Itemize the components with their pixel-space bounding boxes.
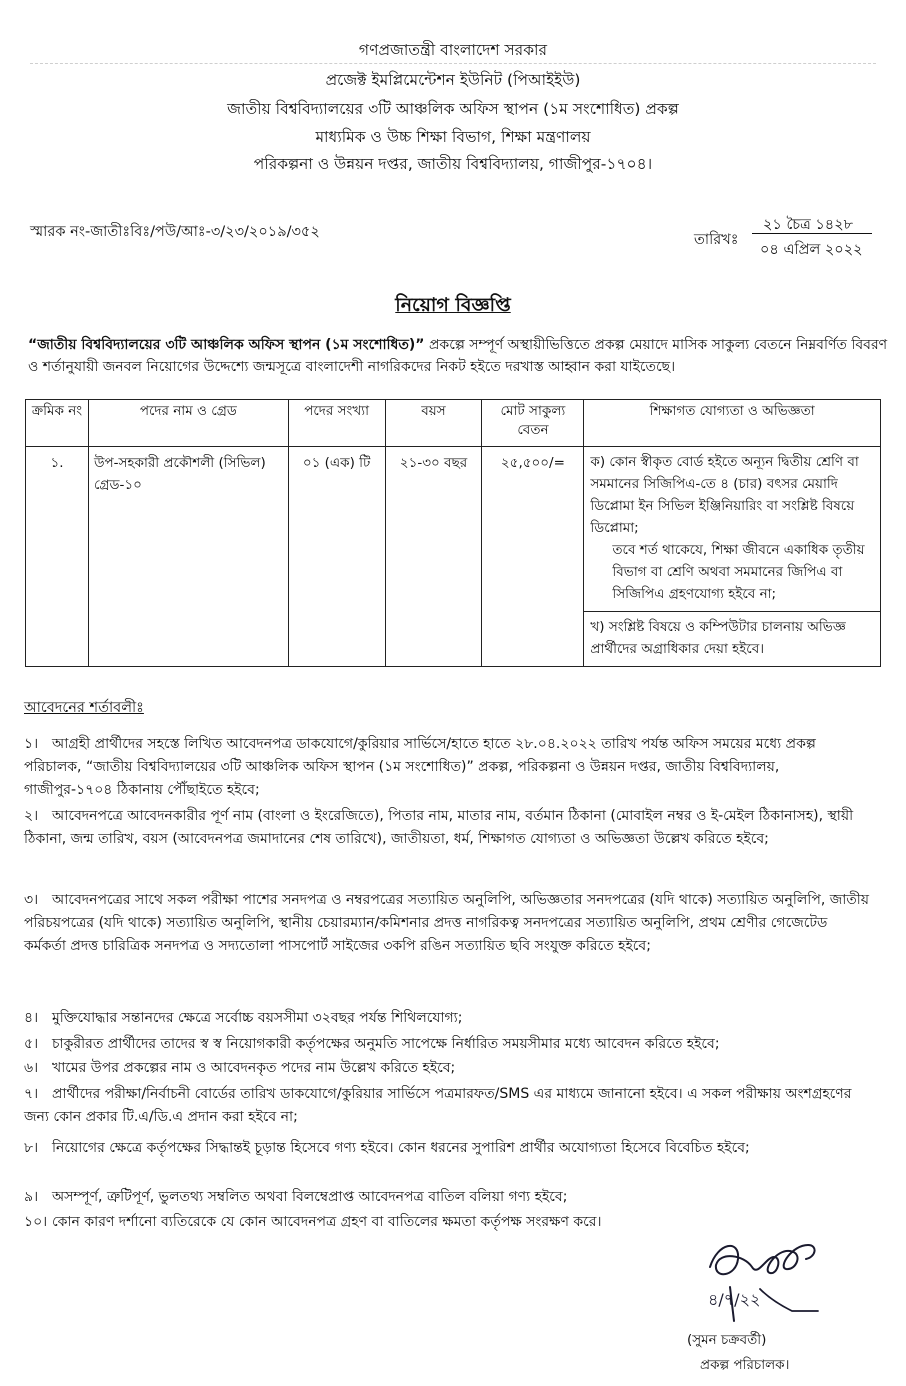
header-project: জাতীয় বিশ্ববিদ্যালয়ের ৩টি আঞ্চলিক অফিস স্থাপন (১ম সংশোধিত) প্রকল্প [227, 100, 679, 118]
condition-item [24, 1137, 870, 1160]
condition-text: খামের উপর প্রকল্পের নাম ও আবেদনকৃত পদের নাম উল্লেখ করিতে হইবে; [52, 1060, 456, 1076]
condition-text: আবেদনপত্রের সাথে সকল পরীক্ষা পাশের সনদপত্র ও নম্বরপত্রের সত্যায়িত অনুলিপি, অভিজ্ঞতার সনদপত্রের (যদি থাকে) সত্যায়িত অনুলিপি, জাতীয় পরিচয়পত্রের (যদি থাকে) সত্যায়িত অনুলিপি, স্থানীয় চেয়ারম্যান/কমিশনার প্রদত্ত নাগরিকত্ব সনদপত্রের সত্যায়িত অনুলিপি, প্রথম শ্রেণীর গেজেটেড কর্মকর্তা প্রদত্ত চারিত্রিক সনদপত্র ও সদ্যতোলা পাসপোর্ট সাইজের ৩কপি রঙিন সত্যায়িত ছবি সংযুক্ত করিতে হইবে; [24, 892, 870, 954]
vacancy-table [25, 399, 881, 667]
table-row [26, 447, 881, 667]
condition-number: ২। [24, 808, 39, 824]
condition-item [24, 889, 870, 958]
condition-number: ৬। [24, 1060, 39, 1076]
date-gregorian: ০৪ এপ্রিল ২০২২ [760, 242, 863, 258]
cell-post [88, 447, 288, 667]
qualification-b: খ) সংশ্লিষ্ট বিষয়ে ও কম্পিউটার চালনায় অভিজ্ঞ প্রার্থীদের অগ্রাধিকার দেয়া হইবে। [590, 619, 846, 657]
cell-salary: ২৫,৫০০/= [482, 447, 584, 667]
post-name: উপ-সহকারী প্রকৌশলী (সিভিল) [93, 455, 266, 471]
signatory-name: (সুমন চক্রবর্তী) [687, 1332, 767, 1348]
condition-item [24, 733, 870, 802]
condition-number: ৭। [24, 1086, 39, 1102]
intro-paragraph [28, 334, 888, 378]
condition-text: কোন কারণ দর্শানো ব্যতিরেকে যে কোন আবেদনপত্র গ্রহণ বা বাতিলের ক্ষমতা কর্তৃপক্ষ সংরক্ষণ করে। [52, 1214, 602, 1230]
condition-text: আগ্রহী প্রার্থীদের সহস্তে লিখিত আবেদনপত্র ডাকযোগে/কুরিয়ার সার্ভিসে/হাতে হাতে ২৮.০৪.২০২২ তারিখ পর্যন্ত অফিস সময়ের মধ্যে প্রকল্প পরিচালক, “জাতীয় বিশ্ববিদ্যালয়ের ৩টি আঞ্চলিক অফিস স্থাপন (১ম সংশোধিত)” প্রকল্প, পরিকল্পনা ও উন্নয়ন দপ্তর, জাতীয় বিশ্ববিদ্যালয়, গাজীপুর-১৭০৪ ঠিকানায় পৌঁছাইতে হইবে; [24, 736, 816, 798]
condition-text: মুক্তিযোদ্ধার সন্তানদের ক্ষেত্রে সর্বোচ্চ বয়সসীমা ৩২বছর পর্যন্ত শিথিলযোগ্য; [52, 1010, 463, 1026]
date-label: তারিখঃ [694, 232, 739, 248]
condition-number: ৫। [24, 1036, 39, 1052]
header-unit: প্রজেক্ট ইমপ্লিমেন্টেশন ইউনিট (পিআইইউ) [325, 71, 581, 89]
condition-text: চাকুরীরত প্রার্থীদের তাদের স্ব স্ব নিয়োগকারী কর্তৃপক্ষের অনুমতি সাপেক্ষে নির্ধারিত সময়সীমার মধ্যে আবেদন করিতে হইবে; [52, 1036, 720, 1052]
condition-text: অসম্পূর্ণ, ত্রুটিপূর্ণ, ভুলতথ্য সম্বলিত অথবা বিলম্বেপ্রাপ্ত আবেদনপত্র বাতিল বলিয়া গণ্য হইবে; [52, 1189, 568, 1205]
table-header-row [26, 400, 881, 447]
header-serial: ক্রমিক নং [26, 400, 89, 447]
date-divider [752, 233, 872, 234]
header-count: পদের সংখ্যা [288, 400, 385, 447]
qualification-a-note: তবে শর্ত থাকেযে, শিক্ষা জীবনে একাধিক তৃতীয় বিভাগ বা শ্রেণি অথবা সমমানের জিপিএ বা সিজিপিএ গ্রহণযোগ্য হইবে না; [612, 542, 865, 602]
header-age: বয়স [385, 400, 482, 447]
header-govt: গণপ্রজাতন্ত্রী বাংলাদেশ সরকার [358, 41, 548, 59]
condition-text: নিয়োগের ক্ষেত্রে কর্তৃপক্ষের সিদ্ধান্তই চূড়ান্ত হিসেবে গণ্য হইবে। কোন ধরনের সুপারিশ প্রার্থীর অযোগ্যতা হিসেবে বিবেচিত হইবে; [52, 1140, 750, 1156]
signature-scribble [700, 1227, 830, 1327]
header-salary: মোট সাকুল্য বেতন [482, 400, 584, 447]
conditions-heading: আবেদনের শর্তাবলীঃ [24, 700, 144, 716]
header-qualification: শিক্ষাগত যোগ্যতা ও অভিজ্ঞতা [584, 400, 881, 447]
condition-number: ৮। [24, 1140, 39, 1156]
condition-item [24, 805, 870, 851]
notice-title: নিয়োগ বিজ্ঞপ্তি [395, 294, 511, 316]
date-bengali: ২১ চৈত্র ১৪২৮ [763, 217, 854, 233]
memo-number: স্মারক নং-জাতীঃবিঃ/পউ/আঃ-৩/২৩/২০১৯/৩৫২ [30, 224, 320, 240]
condition-item [24, 1007, 870, 1030]
condition-number: ৯। [24, 1189, 39, 1205]
intro-text: প্রকল্পে সম্পূর্ণ অস্থায়ীভিত্তিতে প্রকল্প মেয়াদে মাসিক সাকুল্য বেতনে নিম্নবর্ণিত বিবরণ ও শর্তানুযায়ী জনবল নিয়োগের উদ্দেশ্যে জন্মসূত্রে বাংলাদেশী নাগরিকদের নিকট হইতে দরখাস্ত আহ্বান করা যাইতেছে। [28, 337, 888, 375]
qualification-a-text: ক) কোন স্বীকৃত বোর্ড হইতে অন্যূন দ্বিতীয় শ্রেণি বা সমমানের সিজিপিএ-তে ৪ (চার) বৎসর মেয়াদি ডিপ্লোমা ইন সিভিল ইঞ্জিনিয়ারিং বা সংশ্লিষ্ট বিষয়ে ডিপ্লোমা; [590, 454, 859, 536]
condition-item [24, 1186, 870, 1209]
cell-qualification [584, 447, 881, 667]
cell-age: ২১-৩০ বছর [385, 447, 482, 667]
condition-number: ১। [24, 736, 39, 752]
header-ministry: মাধ্যমিক ও উচ্চ শিক্ষা বিভাগ, শিক্ষা মন্ত্রণালয় [315, 128, 591, 146]
header-rule [30, 63, 876, 64]
condition-item [24, 1057, 870, 1080]
condition-number: ১০। [24, 1214, 48, 1230]
condition-item [24, 1083, 870, 1129]
cell-serial: ১. [26, 447, 89, 667]
header-post: পদের নাম ও গ্রেড [88, 400, 288, 447]
signature-date: ৪/৭/২২ [708, 1290, 761, 1309]
signatory-designation: প্রকল্প পরিচালক। [700, 1357, 790, 1373]
condition-number: ৪। [24, 1010, 39, 1026]
qualification-a [584, 447, 880, 612]
condition-text: আবেদনপত্রে আবেদনকারীর পূর্ণ নাম (বাংলা ও ইংরেজিতে), পিতার নাম, মাতার নাম, বর্তমান ঠিকানা (মোবাইল নম্বর ও ই-মেইল ঠিকানাসহ), স্থায়ী ঠিকানা, জন্ম তারিখ, বয়স (আবেদনপত্র জমাদানের শেষ তারিখে), জাতীয়তা, ধর্ম, শিক্ষাগত যোগ্যতা ও অভিজ্ঞতা উল্লেখ করিতে হইবে; [24, 808, 854, 847]
condition-text: প্রার্থীদের পরীক্ষা/নির্বাচনী বোর্ডের তারিখ ডাকযোগে/কুরিয়ার সার্ভিসে পত্রমারফত/SMS এর মাধ্যমে জানানো হইবে। এ সকল পরীক্ষায় অংশগ্রহণের জন্য কোন প্রকার টি.এ/ডি.এ প্রদান করা হইবে না; [24, 1086, 852, 1125]
condition-number: ৩। [24, 892, 39, 908]
cell-count: ০১ (এক) টি [288, 447, 385, 667]
header-office: পরিকল্পনা ও উন্নয়ন দপ্তর, জাতীয় বিশ্ববিদ্যালয়, গাজীপুর-১৭০৪। [253, 155, 653, 173]
post-grade: গ্রেড-১০ [93, 477, 142, 493]
intro-project-name: “জাতীয় বিশ্ববিদ্যালয়ের ৩টি আঞ্চলিক অফিস স্থাপন (১ম সংশোধিত)” [28, 337, 425, 353]
condition-item [24, 1033, 870, 1056]
